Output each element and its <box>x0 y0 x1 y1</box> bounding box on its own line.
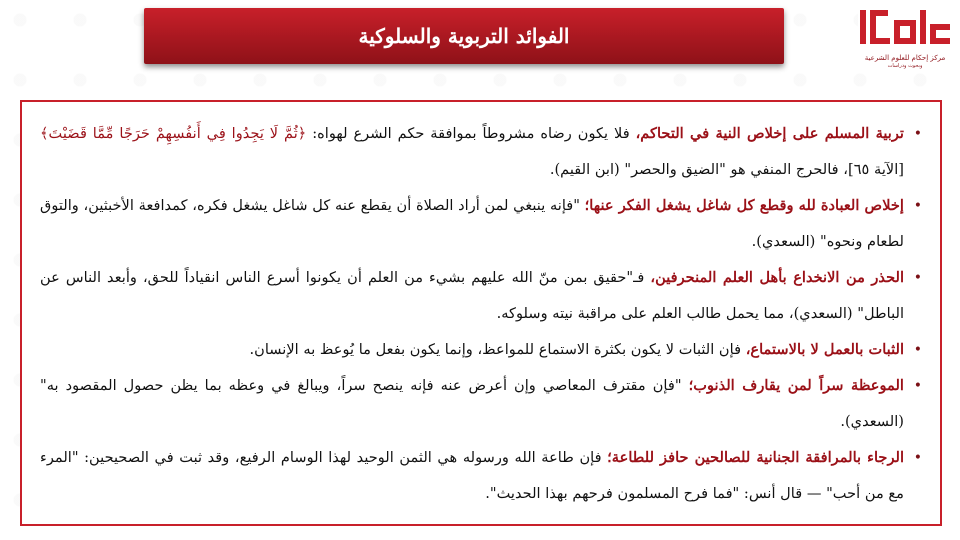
page-title: الفوائد التربوية والسلوكية <box>358 24 570 48</box>
bullet-icon: • <box>913 270 922 286</box>
bullet-text: فـ"حقيق بمن منّ الله عليهم بشيء من العلم أن يكونوا أسرع الناس انقياداً للحق، وأبعد الناس عن الباطل" (السعدي)، مما يحمل طالب العلم على مراقبة نيته وسلوكه. <box>40 269 904 322</box>
bullet-heading: تربية المسلم على إخلاص النية في التحاكم، <box>635 125 904 142</box>
ihkam-logo-icon <box>858 6 952 50</box>
list-item <box>40 188 926 260</box>
bullet-icon: • <box>913 198 922 214</box>
list-item <box>40 332 926 368</box>
bullet-text: [الآية ٦٥]، فالحرج المنفي هو "الضيق والحصر" (ابن القيم). <box>549 161 904 178</box>
bullet-heading: إخلاص العبادة لله وقطع كل شاغل يشغل الفكر عنها؛ <box>584 197 904 214</box>
list-item <box>40 368 926 440</box>
bullet-icon: • <box>913 126 922 142</box>
bullet-text: فإن الثبات لا يكون بكثرة الاستماع للمواعظ، وإنما يكون بفعل ما يُوعظ به الإنسان. <box>249 341 746 358</box>
content-panel <box>20 100 942 526</box>
quran-verse: ﴿ثُمَّ لَا يَجِدُوا فِي أَنفُسِهِمْ حَرَجًا مِّمَّا قَضَيْتَ﴾ <box>40 125 307 142</box>
list-item <box>40 440 926 512</box>
logo <box>858 6 958 78</box>
bullet-text: "فإن مقترف المعاصي وإن أعرض عنه فإنه ينصح سراً، ويبالغ في وعظه بما يظن حصول المقصود به" (السعدي). <box>40 377 904 430</box>
logo-tagline: وبحوث ودراسات <box>887 63 923 69</box>
bullet-heading: الحذر من الانخداع بأهل العلم المنحرفين، <box>650 269 904 286</box>
bullet-text: فإن طاعة الله ورسوله هي الثمن الوحيد لهذا الوسام الرفيع، وقد ثبت في الصحيحين: "المرء مع من أحب" — قال أنس: "فما فرح المسلمون فرحهم بهذا الحديث". <box>40 449 904 502</box>
bullet-text: فلا يكون رضاه مشروطاً بموافقة حكم الشرع لهواه: <box>306 125 636 142</box>
bullet-icon: • <box>913 378 922 394</box>
bullet-text: "فإنه ينبغي لمن أراد الصلاة أن يقطع عنه كل شاغل يشغل فكره، كمدافعة الأخبثين، والتوق لطعام ونحوه" (السعدي). <box>40 197 904 250</box>
title-banner <box>144 8 784 64</box>
bullet-heading: الرجاء بالمرافقة الجنانية للصالحين حافز للطاعة؛ <box>607 449 905 466</box>
list-item <box>40 260 926 332</box>
list-item <box>40 116 926 188</box>
bullet-heading: الموعظة سراً لمن يقارف الذنوب؛ <box>688 377 904 394</box>
bullet-icon: • <box>913 342 922 358</box>
bullet-icon: • <box>913 450 922 466</box>
bullet-heading: الثبات بالعمل لا بالاستماع، <box>745 341 904 358</box>
logo-subtitle: مركز إحكام للعلوم الشرعية <box>864 54 946 62</box>
bullet-list <box>22 102 940 512</box>
